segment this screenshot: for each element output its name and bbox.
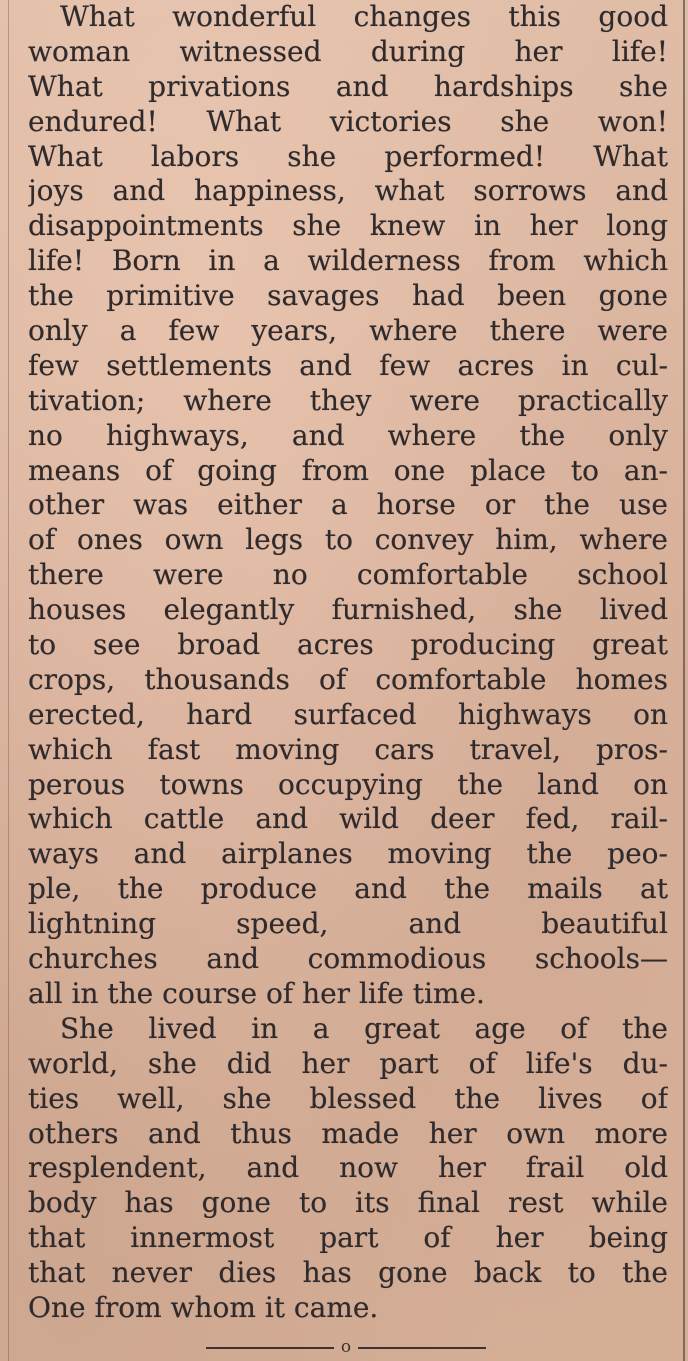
text-line: which cattle and wild deer fed, rail-	[28, 802, 668, 836]
text-line: world, she did her part of life's du-	[28, 1046, 668, 1080]
text-line: to see broad acres producing great	[28, 628, 668, 662]
text-line: all in the course of her life time.	[28, 976, 485, 1010]
text-line: ple, the produce and the mails at	[28, 872, 668, 906]
text-line: that innermost part of her being	[28, 1221, 668, 1255]
section-divider	[206, 1338, 486, 1356]
text-line: One from whom it came.	[28, 1290, 379, 1324]
text-line: ties well, she blessed the lives of	[28, 1081, 668, 1115]
text-line: only a few years, where there were	[28, 314, 668, 348]
text-line: resplendent, and now her frail old	[28, 1151, 668, 1185]
text-line: perous towns occupying the land on	[28, 767, 668, 801]
paragraph-1	[28, 0, 668, 1012]
text-line: woman witnessed during her life!	[28, 34, 668, 68]
divider-rule-left	[206, 1347, 334, 1349]
text-line: which fast moving cars travel, pros-	[28, 732, 668, 766]
text-line: that never dies has gone back to the	[28, 1256, 668, 1290]
text-line: there were no comfortable school	[28, 558, 668, 592]
text-line: churches and commodious schools—	[28, 942, 668, 976]
text-line: What privations and hardships she	[28, 69, 668, 103]
text-line: body has gone to its final rest while	[28, 1186, 668, 1220]
text-line: the primitive savages had been gone	[28, 279, 668, 313]
text-line: life! Born in a wilderness from which	[28, 244, 668, 278]
text-line: crops, thousands of comfortable homes	[28, 662, 668, 696]
text-line: joys and happiness, what sorrows and	[28, 174, 668, 208]
text-line: others and thus made her own more	[28, 1116, 668, 1150]
text-line: means of going from one place to an-	[28, 453, 668, 487]
column-rule-left	[8, 0, 9, 1361]
divider-ornament: o	[340, 1337, 352, 1357]
text-line: tivation; where they were practically	[28, 383, 668, 417]
text-line: houses elegantly furnished, she lived	[28, 593, 668, 627]
text-line: ways and airplanes moving the peo-	[28, 837, 668, 871]
text-line: of ones own legs to convey him, where	[28, 523, 668, 557]
text-line: few settlements and few acres in cul-	[28, 348, 668, 382]
article-body	[28, 0, 668, 1326]
text-line: lightning speed, and beautiful	[28, 907, 668, 941]
paragraph-2	[28, 1012, 668, 1326]
text-line: What wonderful changes this good	[60, 0, 668, 33]
text-line: What labors she performed! What	[28, 139, 668, 173]
text-line: endured! What victories she won!	[28, 104, 668, 138]
text-line: She lived in a great age of the	[60, 1011, 668, 1045]
divider-rule-right	[358, 1347, 486, 1349]
text-line: erected, hard surfaced highways on	[28, 697, 668, 731]
text-line: no highways, and where the only	[28, 418, 668, 452]
text-line: other was either a horse or the use	[28, 488, 668, 522]
text-line: disappointments she knew in her long	[28, 209, 668, 243]
column-rule-right	[683, 0, 685, 1361]
